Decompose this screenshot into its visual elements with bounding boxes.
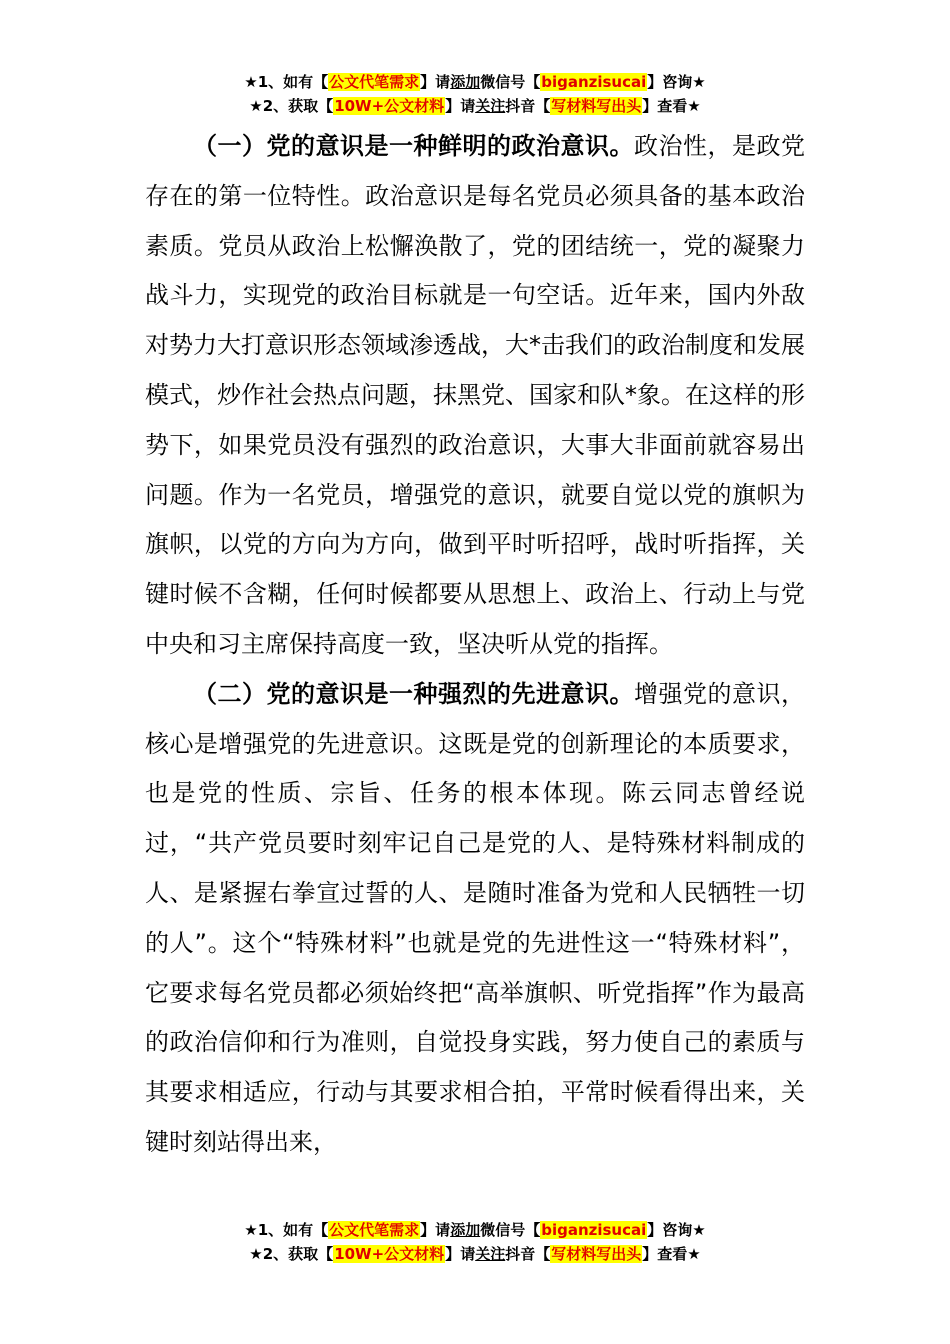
banner-text: ★1、如有【 bbox=[244, 73, 329, 91]
banner-text: 】请 bbox=[420, 73, 451, 91]
banner-underlined: 关注 bbox=[475, 97, 506, 115]
banner-text: ★2、获取【 bbox=[249, 1245, 334, 1263]
banner-text: 】查看★ bbox=[642, 1245, 701, 1263]
banner-line-2 bbox=[0, 1242, 950, 1266]
banner-underlined: 关注 bbox=[475, 1245, 506, 1263]
paragraph-text: 政治性，是政党存在的第一位特性。政治意识是每名党员必须具备的基本政治素质。党员从政治上松懈涣散了，党的团结统一，党的凝聚力战斗力，实现党的政治目标就是一句空话。近年来，国内外敌对势力大打意识形态领域渗透战，大*击我们的政治制度和发展模式，炒作社会热点问题，抹黑党、国家和队*象。在这样的形势下，如果党员没有强烈的政治意识，大事大非面前就容易出问题。作为一名党员，增强党的意识，就要自觉以党的旗帜为旗帜，以党的方向为方向，做到平时听招呼，战时听指挥，关键时候不含糊，任何时候都要从思想上、政治上、行动上与党中央和习主席保持高度一致，坚决听从党的指挥。 bbox=[145, 132, 805, 658]
document-body bbox=[145, 122, 805, 1168]
banner-line-2 bbox=[0, 94, 950, 118]
banner-text: 】请 bbox=[445, 1245, 476, 1263]
banner-text: 抖音【 bbox=[505, 97, 551, 115]
banner-text: 】查看★ bbox=[642, 97, 701, 115]
banner-highlight: 写材料写出头 bbox=[551, 97, 642, 115]
paragraph-lead: （二）党的意识是一种强烈的先进意识。 bbox=[193, 679, 634, 708]
footer-banner bbox=[0, 1218, 950, 1266]
banner-highlight: 10W+公文材料 bbox=[334, 97, 445, 115]
banner-text: 】请 bbox=[420, 1221, 451, 1239]
header-banner bbox=[0, 70, 950, 118]
banner-highlight: biganzisucai bbox=[541, 73, 647, 91]
banner-text: ★2、获取【 bbox=[249, 97, 334, 115]
paragraph-lead: （一）党的意识是一种鲜明的政治意识。 bbox=[193, 132, 634, 160]
banner-text: 微信号【 bbox=[480, 73, 541, 91]
banner-highlight: 公文代笔需求 bbox=[329, 73, 420, 91]
banner-highlight: 写材料写出头 bbox=[551, 1245, 642, 1263]
banner-text: 抖音【 bbox=[505, 1245, 551, 1263]
paragraph bbox=[145, 122, 805, 670]
banner-text: 】咨询★ bbox=[647, 73, 706, 91]
banner-highlight: 公文代笔需求 bbox=[329, 1221, 420, 1239]
banner-text: 】请 bbox=[445, 97, 476, 115]
banner-line-1 bbox=[0, 70, 950, 94]
banner-text: 微信号【 bbox=[480, 1221, 541, 1239]
paragraph-text: 增强党的意识，核心是增强党的先进意识。这既是党的创新理论的本质要求，也是党的性质、宗旨、任务的根本体现。陈云同志曾经说过，“共产党员要时刻牢记自己是党的人、是特殊材料制成的人、是紧握右拳宣过誓的人、是随时准备为党和人民牺牲一切的人”。这个“特殊材料”也就是党的先进性这一“特殊材料”，它要求每名党员都必须始终把“高举旗帜、听党指挥”作为最高的政治信仰和行为准则，自觉投身实践，努力使自己的素质与其要求相适应，行动与其要求相合拍，平常时候看得出来，关键时刻站得出来， bbox=[145, 679, 805, 1156]
banner-text: 】咨询★ bbox=[647, 1221, 706, 1239]
banner-text: ★1、如有【 bbox=[244, 1221, 329, 1239]
banner-highlight: biganzisucai bbox=[541, 1221, 647, 1239]
paragraph bbox=[145, 670, 805, 1168]
banner-line-1 bbox=[0, 1218, 950, 1242]
banner-underlined: 添加 bbox=[450, 1221, 481, 1239]
banner-highlight: 10W+公文材料 bbox=[334, 1245, 445, 1263]
banner-underlined: 添加 bbox=[450, 73, 481, 91]
